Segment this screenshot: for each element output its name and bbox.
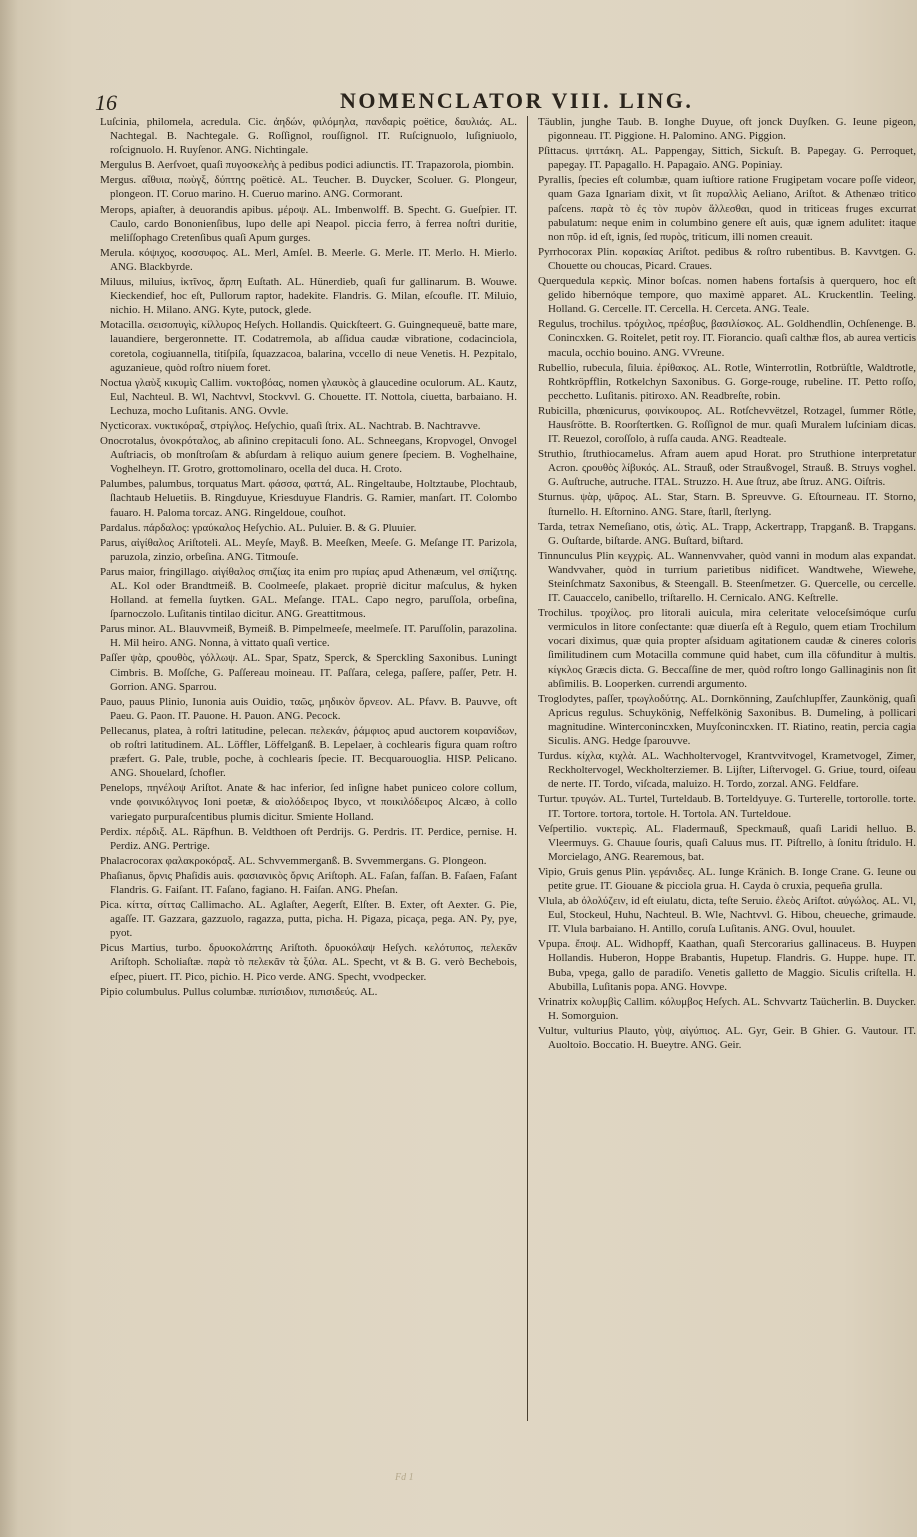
entry: Phaſianus, ὄρνις Phaſidis auis. φασιανικὸς ὄρνις Ariſtoph. AL. Faſan, faſſan. B. Faſaen, Faſant Flandris. G. Faiſant. IT. Faſano, fagiano. H. Faiſan. ANG. Pheſan. bbox=[100, 869, 517, 896]
entry: Pauo, pauus Plinio, Iunonia auis Ouidio, ταῶς, μηδικὸν ὄρνεον. AL. Pfavv. B. Pauvve, oft Paeu. G. Paon. IT. Pauone. H. Pauon. ANG. Pecock. bbox=[100, 695, 517, 722]
entry: Vrinatrix κολυμβὶς Callim. κόλυμβος Heſych. AL. Schvvartz Taücherlin. B. Duycker. H. Somorguion. bbox=[538, 995, 916, 1022]
entry: Pardalus. πάρδαλος: γραύκαλος Heſychio. AL. Puluier. B. & G. Pluuier. bbox=[100, 521, 417, 534]
entry: Motacilla. σεισοπυγὶς, κίλλυρος Heſych. Hollandis. Quickſteert. G. Guingnequeuë, batte mare, lauandiere, bergeronnette. IT. Codatremola, ab aſſidua caudæ vibratione, codacinciola, coretola, cogiuannella, titiſpiſa, ſquazzacoa, balarina, vccello di neue Venetis. H. Pezpitalo, aguzanieue, quòd roſtro niuem foret. bbox=[100, 319, 517, 374]
entry: Vlula, ab ὀλολύζειν, id eſt eiulatu, dicta, teſte Seruio. ἐλεὸς Ariſtot. αὐγώλος. AL. Vl, Eul, Stockeul, Huhu, Nachteul. B. Wle, Nachtvvl. G. Hibou, cheueche, grimaude. IT. Vlula barbaiano. H. Antillo, coruſa Luſitanis. ANG. Ovul, houulet. bbox=[538, 895, 916, 936]
entry: Pipio columbulus. Pullus columbæ. πιπίσιδιον, πιπισιδεύς. AL. bbox=[100, 985, 378, 998]
page-number: 16 bbox=[95, 90, 117, 115]
entry: Turdus. κίχλα, κιχλὰ. AL. Wachholtervogel, Krantvvitvogel, Krametvogel, Zimer, Reckholtervogel, Weckholterziemer. B. Lijſter, Liſtervogel. G. Griue, tourd, oiſeau de nerte. IT. Tordo, viſcada, maluizo. H. Tordo, zorzal. ANG. Feldfare. bbox=[538, 750, 916, 791]
entry: Vultur, vulturius Plauto, γὺψ, αἰγύπιος. AL. Gyr, Geir. B Ghier. G. Vautour. IT. Auoltoio. Boccatio. H. Bueytre. ANG. Geir. bbox=[538, 1024, 916, 1051]
entry: Merops, apiaſter, à deuorandis apibus. μέροψ. AL. Imbenwolff. B. Specht. G. Gueſpier. IT. Caulo, cardo Bononienſibus, lupo delle api Neapol. piccia ferro, à ferrea noſtri duritie, meliſſophago Cretenſibus quaſi Apum gurges. bbox=[100, 203, 517, 244]
entry: Tarda, tetrax Nemeſiano, otis, ὠτὶς. AL. Trapp, Ackertrapp, Trapganß. B. Trapgans. G. Ouſtarde, biſtarde. ANG. Buſtard, biſtard. bbox=[538, 520, 916, 547]
entry: Veſpertilio. νυκτερὶς. AL. Fladermauß, Speckmauß, quaſi Laridi helluo. B. Vleermuys. G. Chauue ſouris, quaſi Caluus mus. IT. Piſtrello, à ſonitu ſtridulo. H. Morcielago, ANG. Rearemous, bat. bbox=[538, 822, 916, 863]
entry: Turtur. τρυγών. AL. Turtel, Turteldaub. B. Torteldyuye. G. Turterelle, tortorolle. torte. IT. Tortore. tortora, tortole. H. Tortola. AN. Turteldoue. bbox=[538, 793, 916, 820]
entry: Merula. κόψιχος, κοσσυφος. AL. Merl, Amſel. B. Meerle. G. Merle. IT. Merlo. H. Mierlo. ANG. Blackbyrde. bbox=[100, 246, 517, 273]
entry: Troglodytes, paſſer, τρωγλοδύτης. AL. Dornkönning, Zauſchlupſfer, Zaunkönig, quaſi Apricus regulus. Schuykönig, Neffelkönig Saxonibus. B. Dumeling, à pollicari magnitudine. Winterconincxken, Muyſconincxken. IT. Riatino, reatin, percia cagia Siculis. ANG. Hedge ſparouvve. bbox=[538, 692, 916, 748]
running-title: NOMENCLATOR VIII. LING. bbox=[340, 88, 694, 113]
entry: Täublin, junghe Taub. B. Ionghe Duyue, oft jonck Duyſken. G. Ieune pigeon, pigonneau. IT. Piggione. H. Palomino. ANG. Piggion. bbox=[538, 116, 916, 143]
left-column bbox=[100, 115, 517, 1000]
entry: Mergulus B. Aerſvoet, quaſi πυγοσκελὴς à pedibus podici adiunctis. IT. Trapazorola, piombin. bbox=[100, 159, 514, 172]
entry: Rubellio, rubecula, ſiluia. ἐρίθακος. AL. Rotle, Winterrotlin, Rotbrüſtle, Waldtrotle, Rohtkröpfflin, Rotkelchyn Saxonibus. G. Gorge-rouge, rubeline. IT. Petto roſſo, pecchetto. Luſitanis. pitiroxo. AN. Readbreſte, robin. bbox=[538, 361, 916, 402]
entry: Luſcinia, philomela, acredula. Cic. ἀηδών, φιλόμηλα, πανδαρὶς poëtice, δαυλιάς. AL. Nachtegal. B. Nachtegale. G. Roſſignol, rouſſignol. IT. Ruſcignuolo, luſigniuolo, roſcignuolo. H. Ruyſenor. ANG. Nichtingale. bbox=[100, 116, 517, 157]
entry: Phalacrocorax φαλακροκόραξ. AL. Schvvemmerganß. B. Svvemmergans. G. Plongeon. bbox=[100, 854, 487, 867]
entry: Vipio, Gruis genus Plin. γεράνιδες. AL. Iunge Kränich. B. Ionge Crane. G. Ieune ou petite grue. IT. Giouane & picciola grua. H. Cayda ò cruxia, pequeña grulla. bbox=[538, 865, 916, 892]
entry: Parus minor. AL. Blauvvmeiß, Bymeiß. B. Pimpelmeeſe, meelmeſe. IT. Paruſſolin, parazolina. H. Mil heiro. ANG. Nonna, à vittato quaſi vertice. bbox=[100, 623, 517, 650]
column-divider bbox=[527, 116, 528, 1421]
entry: Pellecanus, platea, à roſtri latitudine, pelecan. πελεκάν, ῥάμφιος apud auctorem κοιρανίδων, ob roſtri latitudinem. AL. Löffler, Löffelganß. B. Lepelaer, à cochlearis figura quam roſtro præfert. G. Pale, truble, poche, à cochlearis ſpecie. IT. Becquarouoglia. HISP. Pelicano. ANG. Shouelard, ſchofler. bbox=[100, 724, 517, 780]
entry: Regulus, trochilus. τρόχιλος, πρέσβυς, βασιλίσκος. AL. Goldhendlin, Ochſenenge. B. Conincxken. G. Roitelet, petit roy. IT. Fiorancio. quaſi calthæ flos, ab aurea verticis macula, occhio bouino. ANG. VVreune. bbox=[538, 318, 916, 359]
entry: Tinnunculus Plin κεγχρὶς. AL. Wannenvvaher, quòd vanni in modum alas expandat. Wandvvaher, quòd in turrium parietibus nidificet. Wandtwehe, Wiewehe, Steinſchmatz Saxonibus, & Steengall. B. Steenſmetzer. G. Quercelle, ou cercelle. IT. Cauaccelo, canibello, triſtarello. H. Cernicalo. ANG. Keſtrelle. bbox=[538, 549, 916, 605]
entry: Sturnus. ψὰρ, ψᾶρος. AL. Star, Starn. B. Spreuvve. G. Eſtourneau. IT. Storno, ſturnello. H. Eſtornino. ANG. Stare, ſtarll, ſterlyng. bbox=[538, 491, 916, 518]
page-header bbox=[95, 88, 735, 118]
entry: Noctua γλαὺξ κικυμὶς Callim. νυκτοβόας, nomen γλαυκὸς à glaucedine oculorum. AL. Kautz, Eul, Nachteul. B. Wl, Nachtvvl, Stockvvl. G. Chouette. IT. Nottola, ciuetta, barbaiano. H. Lechuza, mocho Luſitanis. ANG. Ovvle. bbox=[100, 376, 517, 417]
entry: Pica. κίττα, σίττας Callimacho. AL. Aglaſter, Aegerſt, Elſter. B. Exter, oft Aexter. G. Pie, agaſſe. IT. Gazzara, gazzuolo, ragazza, putta, picha. H. Pigaza, picaça, pega. AN. Py, pye, pyot. bbox=[100, 899, 517, 940]
entry: Vpupa. ἔποψ. AL. Widhopff, Kaathan, quaſi Stercorarius gallinaceus. B. Huypen Hollandis. Huberon, Hoppe Brabantis, Hupetup. Flandris. G. Huppe. hupe. IT. Buba, vpega, gallo de paradiſo. Venetis galletto de Maggio. Siculis criſtella. H. Abubilla, Luſitanis popa. ANG. Hovvpe. bbox=[538, 938, 916, 993]
entry: Nycticorax. νυκτικόραξ, στρίγλος. Heſychio, quaſi ſtrix. AL. Nachtrab. B. Nachtravve. bbox=[100, 419, 481, 432]
signature-mark: Fd 1 bbox=[395, 1472, 414, 1483]
right-column bbox=[538, 115, 916, 1053]
entry: Penelops, πηνέλοψ Ariſtot. Anate & hac inferior, ſed inſigne habet puniceo colore collum, vnde φοινικόλιγνος Ioni poetæ, & αἰολόδειρος Ibyco, vt ποικιλόδειρος Alcæo, à collo variegato purpuraſcentibus plumis dicitur. Smiente Holland. bbox=[100, 782, 517, 823]
entry: Palumbes, palumbus, torquatus Mart. φάσσα, φαττά, AL. Ringeltaube, Holtztaube, Plochtaub, ſlachtaub Heluetiis. B. Ringduyue, Kriesduyue Flandris. G. Ramier, manſart. IT. Colombo fauaro. H. Paloma torcaz. ANG. Ringeldoue, couſhot. bbox=[100, 478, 517, 519]
entry: Onocrotalus, ὀνοκρόταλος, ab aſinino crepitaculi ſono. AL. Schneegans, Kropvogel, Onvogel Auſtriacis, ob monſtroſam & abſurdam à reliquo auium genere ſpeciem. B. Voghelhaine, Voghelheyn. IT. Grotro, grottomolinaro, ocella del duca. H. Croto. bbox=[100, 435, 517, 476]
entry: Pyrrhocorax Plin. κορακίας Ariſtot. pedibus & roſtro rubentibus. B. Kavvtgen. G. Chouette ou choucas, Picard. Craues. bbox=[538, 245, 916, 272]
entry: Pſittacus. ψιττάκη. AL. Pappengay, Sittich, Sickuſt. B. Papegay. G. Perroquet, papegay. IT. Papagallo. H. Papagaio. ANG. Popiniay. bbox=[538, 145, 916, 172]
entry: Trochilus. τροχίλος. pro litorali auicula, mira celeritate veloceſsimóque curſu vermiculos in litore conſectante: quæ diuerſa eſt à Regulo, quem etiam Trochilum vocari diximus, quæ quia propter aſsiduam agitationem caudæ & cineres coloris ſimilitudinem cum Motacilla commune quid habet, cum illa cōfunditur à multis. κίγκλος Græcis dicta. G. Beccaſſine de mer, quòd roſtro longo Gallinaginis non ſit abſimilis. B. Looperken. currendi argumento. bbox=[538, 607, 916, 690]
entry: Miluus, miluius, ἰκτῖνος, ἅρπη Euſtath. AL. Hünerdieb, quaſi fur gallinarum. B. Wouwe. Kieckendief, hoc eſt, Pullorum raptor, hadekite. Flandris. G. Milan, eſcoufle. IT. Miluio, nichio. H. Milano. ANG. Kyte, putock, glede. bbox=[100, 276, 517, 317]
entry: Rubicilla, phœnicurus, φοινίκουρος. AL. Rotſchevvëtzel, Rotzagel, ſummer Rötle, Hausſrötte. B. Roorſtertken. G. Roſſignol de mur. quaſi Muralem luſciniam dicas. IT. Reuezol, coroſſolo, à ruſſa cauda. ANG. Readteale. bbox=[538, 404, 916, 446]
binding-shadow bbox=[0, 0, 18, 1537]
entry: Parus maior, fringillago. αἰγίθαλος σπιζίας ita enim pro πιρίας apud Athenæum, vel σπίζιτης. AL. Kol oder Brandtmeiß. B. Coolmeeſe, plakaet. propriè dicitur maſculus, & hyken Holland. at femella ſuytken. GAL. Meſange. ITAL. Capo negro, paruſſola, orbeſina, ſparnoczolo. Luſitanis tintilao dicitur. ANG. Greattitmous. bbox=[100, 565, 517, 621]
entry: Paſſer ψὰρ, ςρουθὸς, γόλλωψ. AL. Spar, Spatz, Sperck, & Sperckling Saxonibus. Luningt Cimbris. B. Moſſche, G. Paſſereau moineau. IT. Paſſara, celega, paſſere, paſſer, Petr. H. Gorrion. ANG. Sparrou. bbox=[100, 652, 517, 693]
entry: Pyrallis, ſpecies eſt columbæ, quam iuſtiore ratione Frugipetam vocare poſſe videor, quam Gaza Ignariam dixit, vt ſit πυραλλὶς Aeliano, Ariſtot. & Athenæo tritico paſcens. παρὰ τὸ ἐς τὸν πυρὸν ἅλλεσθαι, quod in triticeas fruges excurrat pabulatum: neque enim in columbino genere eſt auis, quæ ignem adulitet: itaque non πῦρ. id eſt, ignis, ſed πυρὸς, triticum, illi nomen creauit. bbox=[538, 174, 916, 243]
entry: Parus, αἰγίθαλος Ariſtoteli. AL. Meyſe, Mayß. B. Meeſken, Meeſe. G. Meſange IT. Parizola, paruzola, zinzio, orbeſina. ANG. Titmouſe. bbox=[100, 536, 517, 563]
entry: Struthio, ſtruthiocamelus. Afram auem apud Horat. pro Struthione interpretatur Acron. ςρουθὸς λίβυκός. AL. Strauß, oder Straußvogel, Strauß. B. Struys voghel. G. Auſtruche, autruche. ITAL. Struzzo. H. Aue ſtruz, abe ſtruz. ANG. Oiſtris. bbox=[538, 448, 916, 489]
entry: Querquedula κερκὶς. Minor boſcas. nomen habens fortaſsis à querquero, hoc eſt gelido hibernóque tempore, quo maximè apparet. AL. Kruckentlin. Teeling. Holland. G. Cercelle. IT. Cercella. H. Cerceta. ANG. Teale. bbox=[538, 275, 916, 316]
entry: Perdix. πέρδιξ. AL. Räpfhun. B. Veldthoen oft Perdrijs. G. Perdris. IT. Perdice, pernise. H. Perdiz. ANG. Pertrige. bbox=[100, 825, 517, 852]
entry: Mergus. αἴθυια, πωὺγξ, δύπτης poëticè. AL. Teucher. B. Duycker, Scoluer. G. Plongeur, plongeon. IT. Coruo marino. H. Cueruo marino. ANG. Cormorant. bbox=[100, 174, 517, 201]
entry: Picus Martius, turbo. δρυοκολάπτης Ariſtoth. δρυοκόλαψ Heſych. κελότυπος, πελεκᾶν Ariſtoph. Scholiaſtæ. παρὰ τὸ πελεκᾶν τὰ ξύλα. AL. Specht, vt & B. G. verò Bechebois, eſpec, piuert. IT. Pico, pichio. H. Pico verde. ANG. Specht, vvodpecker. bbox=[100, 942, 517, 983]
